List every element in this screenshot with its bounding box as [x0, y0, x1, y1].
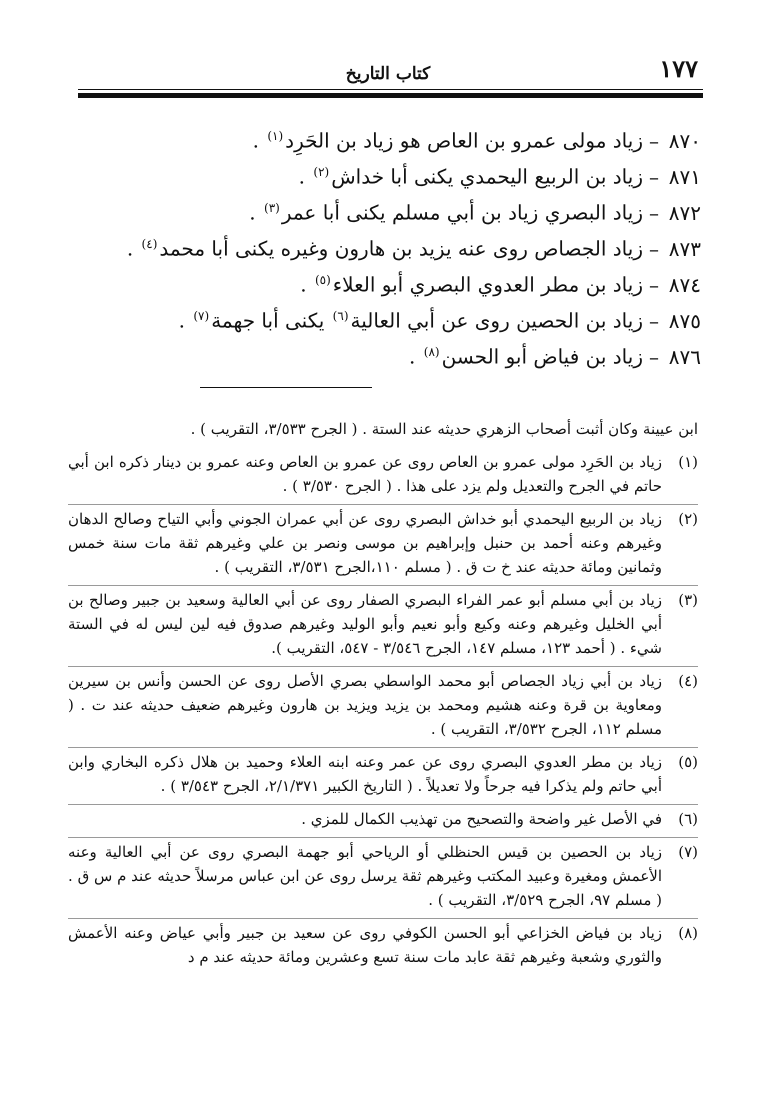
footnote-label: (١)	[678, 453, 698, 471]
footnote-3	[68, 586, 698, 667]
footnote-2	[68, 505, 698, 586]
entry-number: ٨٧٣	[668, 236, 701, 261]
footnote-label: (٧)	[678, 843, 698, 861]
entry-number: ٨٧٢	[668, 200, 701, 225]
footnote-text: زياد بن فياض الخزاعي أبو الحسن الكوفي روى عن سعيد بن جبير وأبي عياض وعنه الأعمش والثوري وشعبة وغيرهم ثقة عابد مات سنة تسع وعشرين ومائة حديثه عند م د	[68, 924, 662, 966]
footnote-text: زياد بن الحَرِد مولى عمرو بن العاص روى عن عمرو بن العاص وعنه عمرو بن دينار ذكره ابن أبي حاتم في الجرح والتعديل ولم يزد على هذا . ( الجرح ٣/٥٣٠ ) .	[68, 453, 662, 495]
footnote-separator	[200, 387, 372, 388]
entry-list	[101, 118, 701, 370]
entry-871: ٨٧١–زياد بن الربيع اليحمدي يكنى أبا خداش$^{(٢)}$ .	[101, 154, 701, 190]
footnote-text: زياد بن الحصين بن قيس الحنظلي أو الرياحي أبو جهمة البصري روى عن أبي العالية وعنه الأعمش ومغيرة وعبيد المكتب وغيرهم ثقة يرسل روى عن ابن عباس مرسلاً حديثه عند م س ق . ( مسلم ٩٧، الجرح ٣/٥٢٩، التقريب ) .	[68, 843, 662, 909]
entry-text: زياد بن الحصين روى عن أبي العالية	[350, 308, 643, 333]
header-rule-thick	[78, 93, 703, 98]
footnote-1	[68, 448, 698, 505]
footnote-ref[interactable]: (٤)	[141, 237, 158, 251]
footnote-ref[interactable]: (٣)	[264, 201, 280, 215]
entry-number: ٨٧٠	[668, 128, 701, 153]
footnote-6	[68, 805, 698, 838]
footnote-label: (٥)	[678, 753, 698, 771]
footnote-label: (٨)	[678, 924, 698, 942]
entry-text-cont: يكنى أبا جهمة	[211, 308, 325, 333]
entry-text: زياد بن فياض أبو الحسن	[441, 344, 643, 369]
entry-870: ٨٧٠–زياد مولى عمرو بن العاص هو زياد بن الحَرِد$^{(١)}$ .	[101, 118, 701, 154]
entry-number: ٨٧٦	[668, 344, 701, 369]
footnote-5	[68, 748, 698, 805]
footnote-text: زياد بن أبي مسلم أبو عمر الفراء البصري الصفار روى عن أبي العالية وسعيد بن جبير وصالح بن أبي الخليل وغيرهم وعنه وكيع وأبو نعيم وأبو الوليد وغيرهم صدوق فيه لين ليس له في الستة شيء . ( أحمد ١٢٣، مسلم ١٤٧، الجرح ٣/٥٤٦ - ٥٤٧، التقريب ).	[68, 591, 662, 657]
entry-873: ٨٧٣–زياد الجصاص روى عنه يزيد بن هارون وغيره يكنى أبا محمد$^{(٤)}$ .	[101, 226, 701, 262]
footnote-label: (٤)	[678, 672, 698, 690]
footnote-8	[68, 919, 698, 975]
entry-text: زياد مولى عمرو بن العاص هو زياد بن الحَرِد	[285, 128, 643, 153]
entry-text: زياد بن الربيع اليحمدي يكنى أبا خداش	[331, 164, 643, 189]
entry-number: ٨٧٥	[668, 308, 701, 333]
footnote-text: زياد بن الربيع اليحمدي أبو خداش البصري روى عن أبي عمران الجوني وأبي التياح وصالح الدهان وغيرهم وعنه أحمد بن حنبل وإبراهيم بن موسى ونصر بن علي وغيرهم ثقة مات سنة خمس وثمانين ومائة حديثه عند خ ت ق . ( مسلم ١١٠،الجرح ٣/٥٣١، التقريب ) .	[68, 510, 662, 576]
footnote-label: (٦)	[678, 810, 698, 828]
footnote-ref[interactable]: (١)	[267, 129, 284, 143]
entry-876: ٨٧٦–زياد بن فياض أبو الحسن$^{(٨)}$ .	[101, 334, 701, 370]
footnote-text: زياد بن أبي زياد الجصاص أبو محمد الواسطي بصري الأصل روى عن الحسن وأنس بن سيرين ومعاوية بن قرة وعنه هشيم ومحمد بن يزيد ويزيد بن هارون وغيرهم ضعيف حديثه عند ت . ( مسلم ١١٢، الجرح ٣/٥٣٢، التقريب ) .	[68, 672, 662, 738]
entry-872: ٨٧٢–زياد البصري زياد بن أبي مسلم يكنى أبا عمر$^{(٣)}$ .	[101, 190, 701, 226]
footnote-ref[interactable]: (٨)	[423, 345, 440, 359]
footnote-label: (٣)	[678, 591, 698, 609]
running-title: كتاب التاريخ	[345, 64, 431, 84]
page-number: ١٧٧	[659, 54, 698, 83]
footnote-ref[interactable]: (٦)	[332, 309, 349, 323]
entry-875: ٨٧٥–زياد بن الحصين روى عن أبي العالية$^{(٦)}$ يكنى أبا جهمة$^{(٧)}$ .	[101, 298, 701, 334]
header-rule-thin	[78, 89, 703, 90]
entry-number: ٨٧٤	[668, 272, 701, 297]
footnotes	[68, 418, 698, 975]
entry-text: زياد الجصاص روى عنه يزيد بن هارون وغيره يكنى أبا محمد	[159, 236, 643, 261]
entry-number: ٨٧١	[668, 164, 701, 189]
entry-text: زياد البصري زياد بن أبي مسلم يكنى أبا عمر	[281, 200, 643, 225]
footnote-4	[68, 667, 698, 748]
footnote-text: زياد بن مطر العدوي البصري روى عن عمر وعنه ابنه العلاء وحميد بن هلال ذكره البخاري وابن أبي حاتم ولم يذكرا فيه جرحاً ولا تعديلاً . ( التاريخ الكبير ٢/١/٣٧١، الجرح ٣/٥٤٣ ) .	[68, 753, 662, 795]
footnote-text: في الأصل غير واضحة والتصحيح من تهذيب الكمال للمزي .	[301, 810, 662, 828]
footnote-ref[interactable]: (٢)	[313, 165, 330, 179]
entry-874: ٨٧٤–زياد بن مطر العدوي البصري أبو العلاء$^{(٥)}$ .	[101, 262, 701, 298]
entry-text: زياد بن مطر العدوي البصري أبو العلاء	[332, 272, 643, 297]
footnote-7	[68, 838, 698, 919]
footnote-ref[interactable]: (٥)	[314, 273, 331, 287]
footnote-ref[interactable]: (٧)	[193, 309, 210, 323]
footnote-label: (٢)	[678, 510, 698, 528]
footnote-continuation: ابن عيينة وكان أثبت أصحاب الزهري حديثه عند الستة . ( الجرح ٣/٥٣٣، التقريب ) .	[190, 420, 698, 438]
page-header	[78, 48, 698, 88]
